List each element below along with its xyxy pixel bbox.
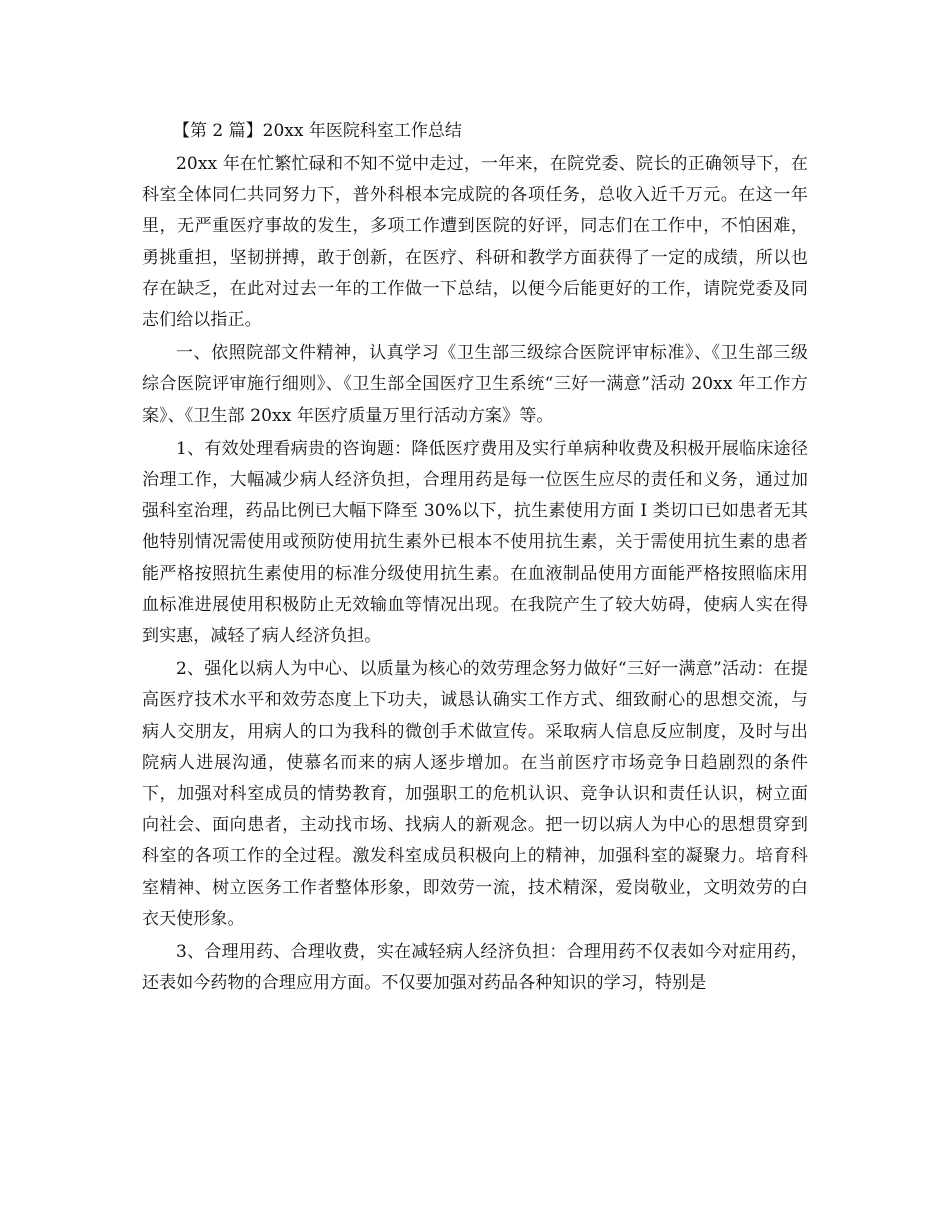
paragraph-intro: 20xx 年在忙繁忙碌和不知不觉中走过，一年来，在院党委、院长的正确领导下，在科室全体同仁共同努力下，普外科根本完成院的各项任务，总收入近千万元。在这一年里，无严重医疗事故的发生，多项工作遭到医院的好评，同志们在工作中，不怕困难，勇挑重担，坚韧拼搏，敢于创新，在医疗、科研和教学方面获得了一定的成绩，所以也存在缺乏，在此对过去一年的工作做一下总结，以便今后能更好的工作，请院党委及同志们给以指正。	[142, 154, 808, 331]
paragraph-item-2: 2、强化以病人为中心、以质量为核心的效劳理念努力做好“三好一满意”活动：在提高医疗技术水平和效劳态度上下功夫，诚恳认确实工作方式、细致耐心的思想交流，与病人交朋友，用病人的口为我科的微创手术做宣传。采取病人信息反应制度，及时与出院病人进展沟通，使慕名而来的病人逐步增加。在当前医疗市场竞争日趋剧烈的条件下，加强对科室成员的情势教育，加强职工的危机认识、竞争认识和责任认识，树立面向社会、面向患者，主动找市场、找病人的新观念。把一切以病人为中心的思想贯穿到科室的各项工作的全过程。激发科室成员积极向上的精神，加强科室的凝聚力。培育科室精神、树立医务工作者整体形象，即效劳一流，技术精深，爱岗敬业，文明效劳的白衣天使形象。	[142, 659, 808, 929]
document-title: 【第 2 篇】20xx 年医院科室工作总结	[173, 121, 462, 141]
document-body	[142, 116, 808, 999]
paragraph-section-1: 一、依照院部文件精神，认真学习《卫生部三级综合医院评审标准》、《卫生部三级综合医院评审施行细则》、《卫生部全国医疗卫生系统“三好一满意”活动 20xx 年工作方案》、《卫生部 20xx 年医疗质量万里行活动方案》等。	[142, 343, 808, 426]
paragraph-item-3: 3、合理用药、合理收费，实在减轻病人经济负担：合理用药不仅表如今对症用药，还表如今药物的合理应用方面。不仅要加强对药品各种知识的学习，特别是	[142, 942, 808, 994]
paragraph-item-1: 1、有效处理看病贵的咨询题：降低医疗费用及实行单病种收费及积极开展临床途径治理工作，大幅减少病人经济负担，合理用药是每一位医生应尽的责任和义务，通过加强科室治理，药品比例已大幅下降至 30%以下，抗生素使用方面 I 类切口已如患者无其他特别情况需使用或预防使用抗生素外已根本不使用抗生素，关于需使用抗生素的患者能严格按照抗生素使用的标准分级使用抗生素。在血液制品使用方面能严格按照临床用血标准进展使用积极防止无效输血等情况出现。在我院产生了较大妨碍，使病人实在得到实惠，减轻了病人经济负担。	[142, 438, 808, 647]
